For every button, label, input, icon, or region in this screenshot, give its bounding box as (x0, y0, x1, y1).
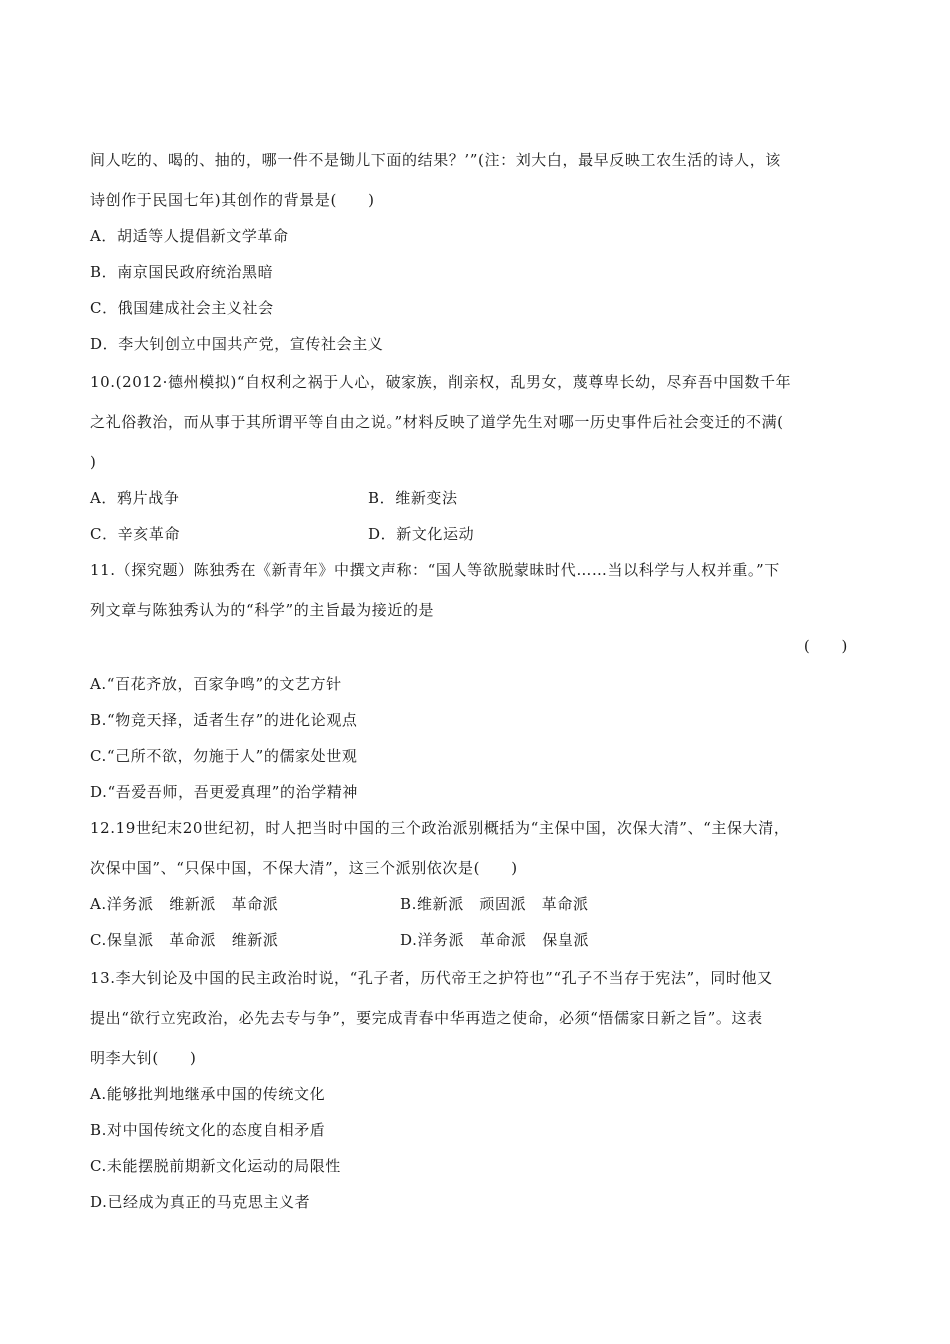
q13-option-a: A.能够批判地继承中国的传统文化 (90, 1085, 326, 1103)
q10-option-a: A．鸦片战争 (90, 489, 180, 507)
q11-option-b: B.“物竞天择，适者生存”的进化论观点 (90, 711, 358, 729)
q12-option-d: D.洋务派 革命派 保皇派 (400, 931, 590, 949)
q10-option-row-1 (90, 488, 860, 508)
q12-option-b: B.维新派 顽固派 革命派 (400, 895, 589, 913)
q11-option-a: A.“百花齐放，百家争鸣”的文艺方针 (90, 675, 342, 693)
q10-option-b: B．维新变法 (368, 489, 458, 507)
q12-option-a: A.洋务派 维新派 革命派 (90, 895, 279, 913)
q10-stem-line-2: 之礼俗教治，而从事于其所谓平等自由之说。”材料反映了道学先生对哪一历史事件后社会变迁的不满( (90, 413, 784, 431)
q13-option-b: B.对中国传统文化的态度自相矛盾 (90, 1121, 326, 1139)
q9-option-a: A．胡适等人提倡新文学革命 (90, 227, 289, 245)
q11-option-c: C.“己所不欲，勿施于人”的儒家处世观 (90, 747, 358, 765)
q10-option-d: D．新文化运动 (368, 525, 475, 543)
q9-option-c: C．俄国建成社会主义社会 (90, 299, 274, 317)
q10-stem-line-1: 10.(2012·德州模拟)“自权利之祸于人心，破家族，削亲权，乱男女，蔑尊卑长幼，尽弃吾中国数千年 (90, 373, 792, 391)
q9-stem-line-2: 诗创作于民国七年)其创作的背景是( ) (90, 191, 375, 209)
q13-option-c: C.未能摆脱前期新文化运动的局限性 (90, 1157, 341, 1175)
q11-stem-line-2: 列文章与陈独秀认为的“科学”的主旨最为接近的是 (90, 601, 435, 619)
q13-stem-line-2: 提出“欲行立宪政治，必先去专与争”，要完成青春中华再造之使命，必须“悟儒家日新之旨”。这表 (90, 1009, 763, 1027)
q11-stem-line-1: 11.（探究题）陈独秀在《新青年》中撰文声称：“国人等欲脱蒙昧时代……当以科学与人权并重。”下 (90, 561, 780, 579)
q13-option-d: D.已经成为真正的马克思主义者 (90, 1193, 311, 1211)
q11-option-d: D.“吾爱吾师，吾更爱真理”的治学精神 (90, 783, 358, 801)
q9-option-b: B．南京国民政府统治黑暗 (90, 263, 274, 281)
q13-stem-line-3: 明李大钊( ) (90, 1049, 197, 1067)
q12-option-c: C.保皇派 革命派 维新派 (90, 931, 279, 949)
q9-option-d: D．李大钊创立中国共产党，宣传社会主义 (90, 335, 384, 353)
q12-stem-line-2: 次保中国”、“只保中国，不保大清”，这三个派别依次是( ) (90, 859, 518, 877)
q10-option-row-2 (90, 524, 860, 544)
q12-option-row-2 (90, 930, 860, 950)
q9-stem-line-1: 间人吃的、喝的、抽的，哪一件不是锄儿下面的结果？’”(注：刘大白，最早反映工农生活的诗人，该 (90, 151, 781, 169)
q13-stem-line-1: 13.李大钊论及中国的民主政治时说，“孔子者，历代帝王之护符也”“孔子不当存于宪法”，同时他又 (90, 969, 773, 987)
q10-option-c: C．辛亥革命 (90, 525, 181, 543)
q12-option-row-1 (90, 894, 860, 914)
q12-stem-line-1: 12.19世纪末20世纪初，时人把当时中国的三个政治派别概括为“主保中国，次保大清”、“主保大清， (90, 819, 790, 837)
q10-stem-line-3: ) (90, 453, 97, 471)
q11-answer-blank: ( ) (803, 637, 848, 655)
